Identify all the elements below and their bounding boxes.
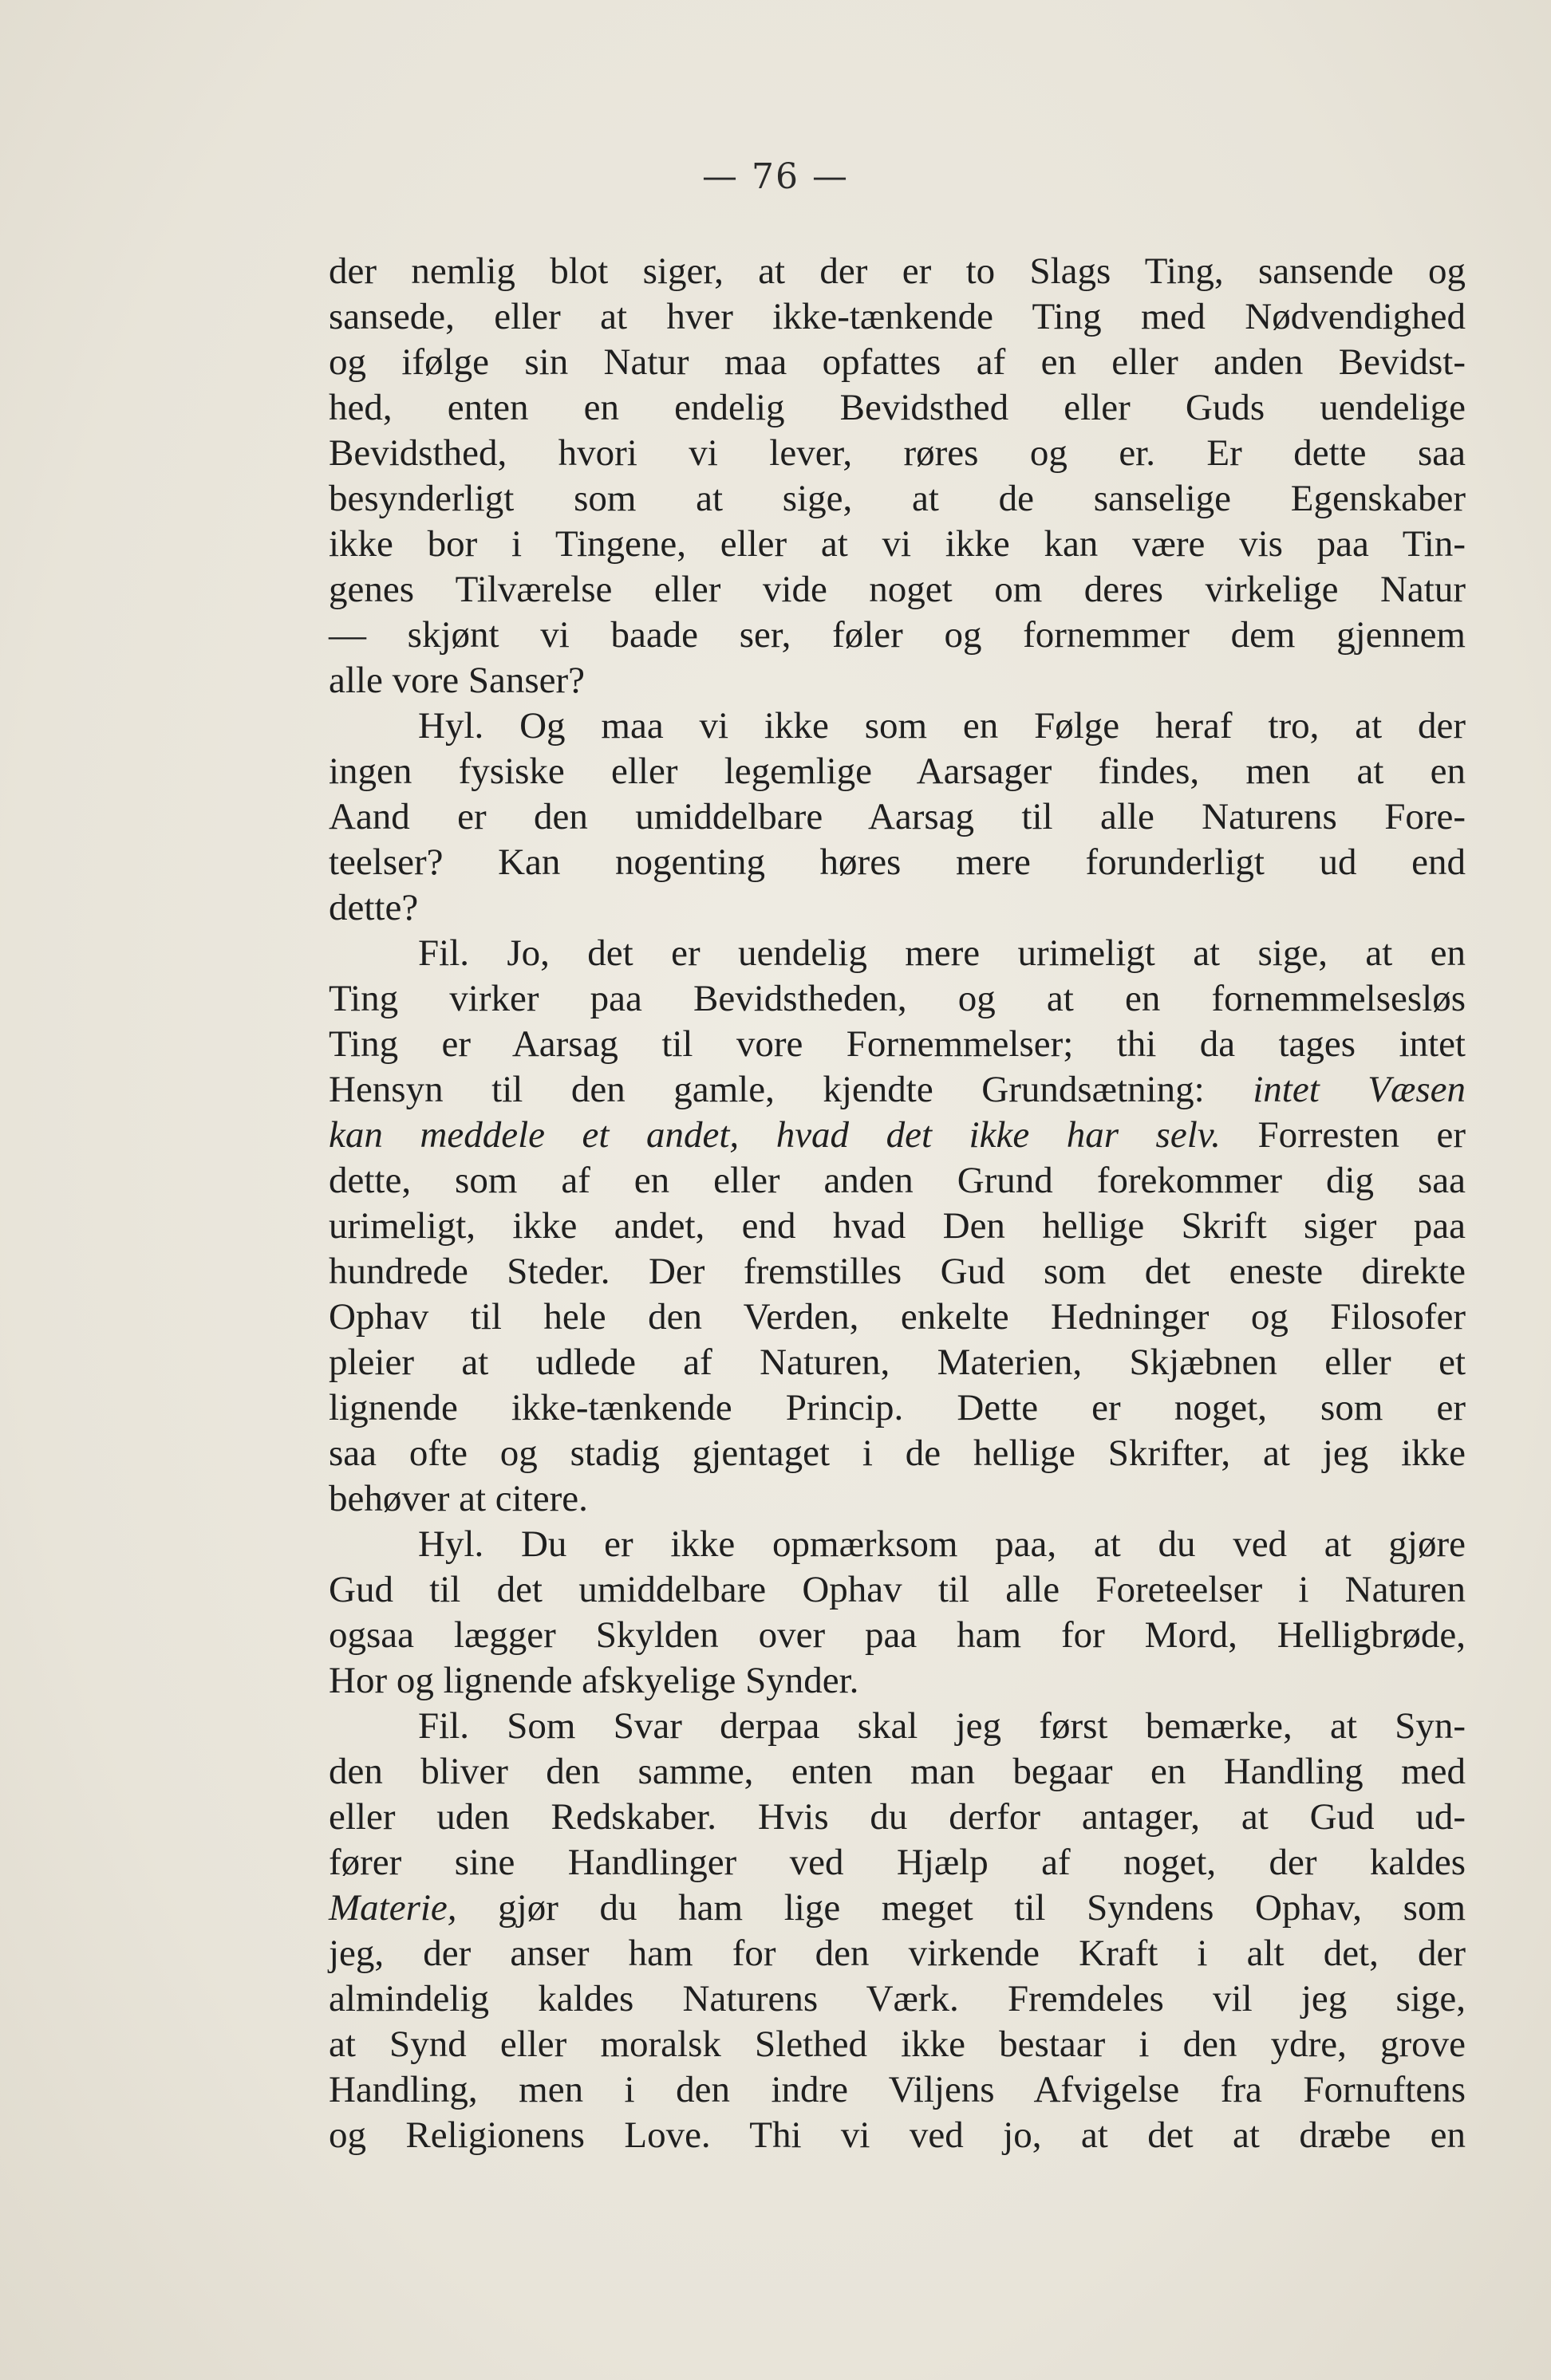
text-line: almindelig kaldes Naturens Værk. Fremdeles vil jeg sige, bbox=[329, 1978, 1466, 2019]
text-line: Hyl. Og maa vi ikke som en Følge heraf tro, at der bbox=[418, 705, 1466, 747]
text-segment: Forresten er bbox=[1257, 1114, 1466, 1156]
text-line: eller uden Redskaber. Hvis du derfor antager, at Gud ud- bbox=[329, 1796, 1466, 1838]
text-line: alle vore Sanser? bbox=[329, 660, 586, 701]
text-line: Ting virker paa Bevidstheden, og at en fornemmelsesløs bbox=[329, 978, 1466, 1019]
text-line: hundrede Steder. Der fremstilles Gud som det eneste direkte bbox=[329, 1251, 1466, 1292]
text-line: der nemlig blot siger, at der er to Slags Ting, sansende og bbox=[329, 250, 1466, 292]
text-line: genes Tilværelse eller vide noget om deres virkelige Natur bbox=[329, 569, 1466, 610]
text-line: Aand er den umiddelbare Aarsag til alle Naturens Fore- bbox=[329, 796, 1466, 837]
text-line: Bevidsthed, hvori vi lever, røres og er. Er dette saa bbox=[329, 432, 1466, 474]
text-line: Handling, men i den indre Viljens Afvigelse fra Fornuftens bbox=[329, 2069, 1466, 2110]
text-line: at Synd eller moralsk Slethed ikke bestaar i den ydre, grove bbox=[329, 2023, 1466, 2065]
text-line: — skjønt vi baade ser, føler og fornemmer dem gjennem bbox=[329, 614, 1466, 656]
text-line: Fil. Jo, det er uendelig mere urimeligt at sige, at en bbox=[418, 932, 1466, 974]
italic-text: Materie, bbox=[329, 1887, 457, 1929]
text-line: Gud til det umiddelbare Ophav til alle Foreteelser i Naturen bbox=[329, 1569, 1466, 1610]
text-line: besynderligt som at sige, at de sanselige Egenskaber bbox=[329, 478, 1466, 519]
text-line: og ifølge sin Natur maa opfattes af en eller anden Bevidst- bbox=[329, 341, 1466, 383]
text-line: pleier at udlede af Naturen, Materien, Skjæbnen eller et bbox=[329, 1342, 1466, 1383]
text-line: dette? bbox=[329, 887, 419, 928]
text-line: behøver at citere. bbox=[329, 1478, 588, 1519]
text-line: og Religionens Love. Thi vi ved jo, at det at dræbe en bbox=[329, 2114, 1466, 2156]
text-line: saa ofte og stadig gjentaget i de hellige Skrifter, at jeg ikke bbox=[329, 1432, 1466, 1474]
text-segment: Hensyn til den gamle, kjendte Grundsætning: bbox=[329, 1069, 1205, 1110]
italic-text: intet Væsen bbox=[1253, 1069, 1466, 1110]
text-line: Hyl. Du er ikke opmærksom paa, at du ved at gjøre bbox=[418, 1523, 1466, 1565]
text-line: lignende ikke-tænkende Princip. Dette er noget, som er bbox=[329, 1387, 1466, 1428]
text-line: Fil. Som Svar derpaa skal jeg først bemærke, at Syn- bbox=[418, 1705, 1466, 1747]
body-text bbox=[329, 249, 1466, 2158]
text-line bbox=[329, 1885, 1466, 1931]
text-line bbox=[329, 1067, 1466, 1113]
text-line: sansede, eller at hver ikke-tænkende Ting med Nødvendighed bbox=[329, 296, 1466, 337]
text-line: teelser? Kan nogenting høres mere forunderligt ud end bbox=[329, 841, 1466, 883]
text-line: den bliver den samme, enten man begaar en Handling med bbox=[329, 1751, 1466, 1792]
text-line: ingen fysiske eller legemlige Aarsager findes, men at en bbox=[329, 751, 1466, 792]
text-line: jeg, der anser ham for den virkende Kraft i alt det, der bbox=[329, 1933, 1466, 1974]
text-line: hed, enten en endelig Bevidsthed eller Guds uendelige bbox=[329, 387, 1466, 428]
text-line: dette, som af en eller anden Grund forekommer dig saa bbox=[329, 1160, 1466, 1201]
text-line: fører sine Handlinger ved Hjælp af noget, der kaldes bbox=[329, 1842, 1466, 1883]
text-line: Ting er Aarsag til vore Fornemmelser; thi da tages intet bbox=[329, 1023, 1466, 1065]
text-line: urimeligt, ikke andet, end hvad Den hellige Skrift siger paa bbox=[329, 1205, 1466, 1247]
italic-text: kan meddele et andet, hvad det ikke har selv. bbox=[329, 1114, 1221, 1156]
text-line: Hor og lignende afskyelige Synder. bbox=[329, 1660, 859, 1701]
text-segment: gjør du ham lige meget til Syndens Ophav, som bbox=[498, 1887, 1466, 1929]
text-line: ogsaa lægger Skylden over paa ham for Mord, Helligbrøde, bbox=[329, 1614, 1466, 1656]
page-number: — 76 — bbox=[702, 156, 849, 197]
text-line bbox=[329, 1113, 1466, 1158]
text-line: Ophav til hele den Verden, enkelte Hedninger og Filosofer bbox=[329, 1296, 1466, 1338]
text-line: ikke bor i Tingene, eller at vi ikke kan være vis paa Tin- bbox=[329, 523, 1466, 565]
